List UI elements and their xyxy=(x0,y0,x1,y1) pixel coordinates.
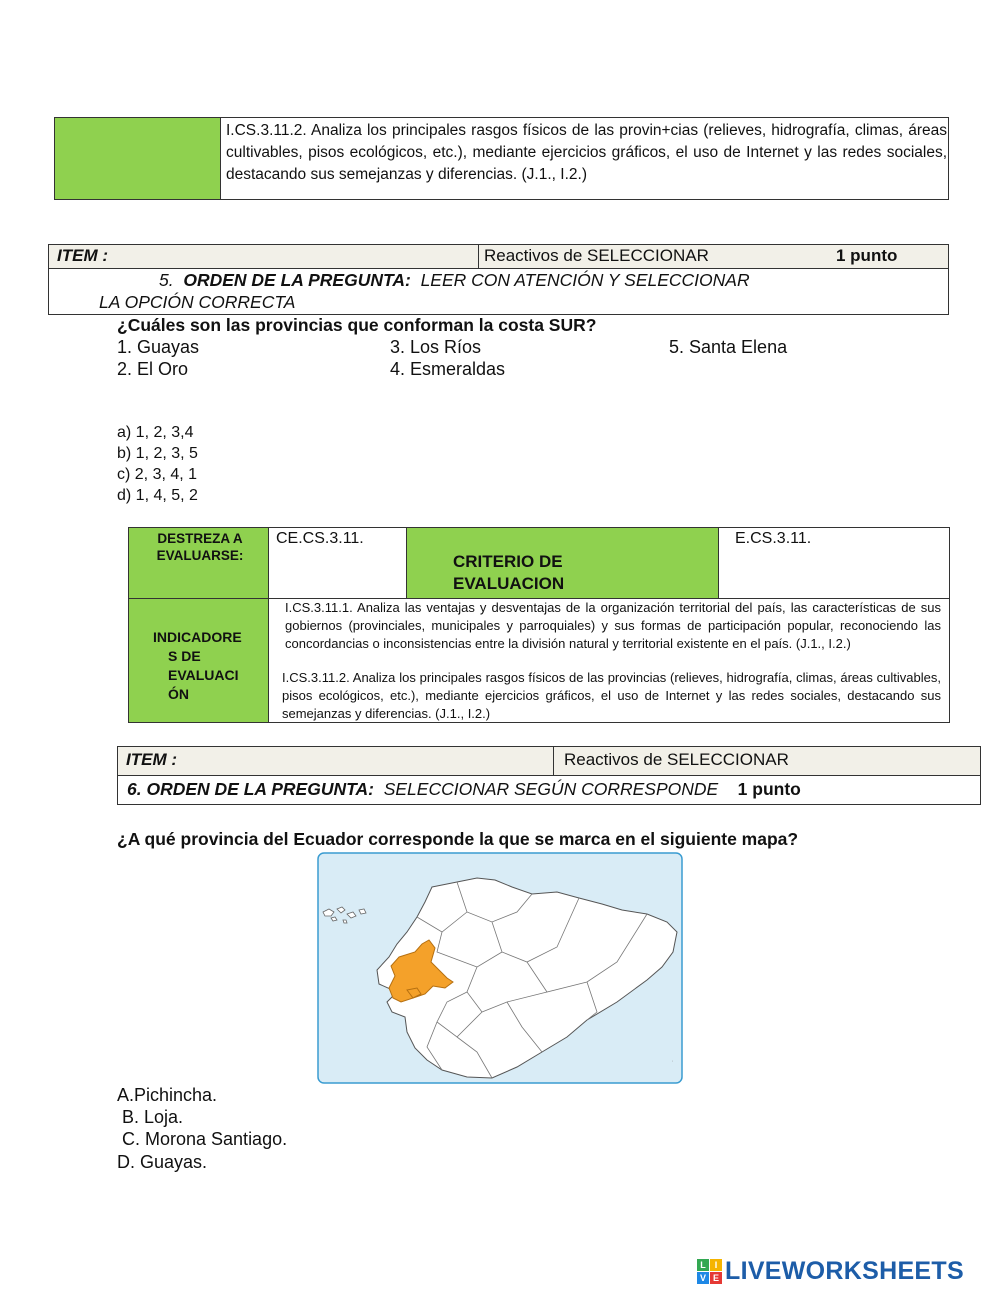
criterio-label-2: EVALUACION xyxy=(453,574,565,593)
indicator-1: I.CS.3.11.1. Analiza las ventajas y desventajas de la organización territorial del país, las características de sus gobiernos (provinciales, municipales y parroquiales) y sus formas de participación popular, reconociendo las concordancias o inconsistencias entre la división natural y territorial existente en el país. (J.1., I.2.) xyxy=(285,600,941,651)
liveworksheets-logo xyxy=(697,1258,964,1284)
ec-code: E.CS.3.11. xyxy=(735,530,812,547)
item5-header xyxy=(48,244,949,314)
item5-option-b[interactable]: b) 1, 2, 3, 5 xyxy=(117,445,198,462)
indicadores-label-4: ÓN xyxy=(168,686,189,702)
top-green-cell xyxy=(55,118,221,199)
item6-item-label: ITEM : xyxy=(126,750,177,769)
item5-question: ¿Cuáles son las provincias que conforman la costa SUR? xyxy=(117,315,597,335)
item5-item-cell xyxy=(48,244,480,269)
item5-option-d[interactable]: d) 1, 4, 5, 2 xyxy=(117,487,198,504)
item5-orden-text-2: LA OPCIÓN CORRECTA xyxy=(99,292,296,312)
item6-orden-text: SELECCIONAR SEGÚN CORRESPONDE xyxy=(383,779,719,799)
item6-option-d[interactable]: D. Guayas. xyxy=(117,1152,208,1172)
logo-letter-l: L xyxy=(697,1259,709,1271)
indicadores-label-3: EVALUACI xyxy=(168,667,239,683)
indicadores-label-1: INDICADORE xyxy=(153,629,242,645)
item5-list-2: 2. El Oro xyxy=(117,359,189,379)
top-indicator-text: I.CS.3.11.2. Analiza los principales rasgos físicos de las provin+cias (relieves, hidrografía, climas, áreas cultivables, pisos ecológicos, etc.), mediante ejercicios gráficos, el uso de Internet y las redes sociales, destacando sus semejanzas y diferencias. (J.1., I.2.) xyxy=(226,122,947,183)
item6-reactivos-label: Reactivos de SELECCIONAR xyxy=(564,750,789,769)
item5-orden-label: ORDEN DE LA PREGUNTA: xyxy=(183,270,411,290)
item6-orden-label: 6. ORDEN DE LA PREGUNTA: xyxy=(127,779,374,799)
logo-letter-e: E xyxy=(710,1272,722,1284)
item5-item-label: ITEM : xyxy=(57,246,108,265)
ce-code: CE.CS.3.11. xyxy=(276,530,364,547)
svg-text:·: · xyxy=(670,1060,677,1062)
item6-reactivos-cell xyxy=(553,746,981,776)
map-svg xyxy=(317,852,683,1084)
item6-header xyxy=(117,746,981,805)
criteria-table xyxy=(128,527,950,723)
item6-item-cell xyxy=(117,746,555,776)
destreza-cell xyxy=(129,528,269,599)
logo-text: LIVEWORKSHEETS xyxy=(725,1256,964,1285)
item5-list-1: 1. Guayas xyxy=(117,337,200,357)
destreza-label: DESTREZA A EVALUARSE: xyxy=(156,531,244,563)
item6-option-c[interactable]: C. Morona Santiago. xyxy=(117,1129,288,1149)
item5-points: 1 punto xyxy=(836,246,898,265)
item5-option-c[interactable]: c) 2, 3, 4, 1 xyxy=(117,466,198,483)
item5-list-5: 5. Santa Elena xyxy=(669,337,788,357)
criterio-label-1: CRITERIO DE xyxy=(453,552,563,571)
item5-list-4: 4. Esmeraldas xyxy=(390,359,506,379)
ce-code-cell xyxy=(269,528,407,599)
indicator-2: I.CS.3.11.2. Analiza los principales rasgos físicos de las provincias (relieves, hidrografía, climas, áreas cultivables, pisos ecológicos, etc.), mediante ejercicios gráficos, el uso de Internet y las redes sociales, destacando sus semejanzas y diferencias. (J.1., I.2.) xyxy=(282,670,941,721)
logo-blocks-icon xyxy=(697,1259,722,1284)
indicadores-cell xyxy=(129,599,269,722)
criterio-cell xyxy=(407,528,719,599)
logo-letter-i: I xyxy=(710,1259,722,1271)
item5-option-a[interactable]: a) 1, 2, 3,4 xyxy=(117,424,194,441)
ec-code-cell xyxy=(719,528,949,599)
item5-reactivos-label: Reactivos de SELECCIONAR xyxy=(484,246,709,265)
item6-option-b[interactable]: B. Loja. xyxy=(117,1107,184,1127)
item6-points: 1 punto xyxy=(737,779,801,799)
item6-orden-cell xyxy=(117,775,981,805)
item6-question: ¿A qué provincia del Ecuador corresponde la que se marca en el siguiente mapa? xyxy=(117,829,799,849)
ecuador-map xyxy=(317,852,683,1084)
indicators-cell xyxy=(269,599,949,722)
item6-option-a[interactable]: A.Pichincha. xyxy=(117,1085,218,1105)
top-indicator-box xyxy=(54,117,949,200)
item5-number: 5. xyxy=(159,270,174,290)
item5-reactivos-cell xyxy=(478,244,949,269)
item5-orden-text: LEER CON ATENCIÓN Y SELECCIONAR xyxy=(420,270,750,290)
logo-letter-v: V xyxy=(697,1272,709,1284)
item5-list-3: 3. Los Ríos xyxy=(390,337,482,357)
item5-orden-cell xyxy=(48,268,949,315)
indicadores-label-2: S DE xyxy=(168,648,201,664)
